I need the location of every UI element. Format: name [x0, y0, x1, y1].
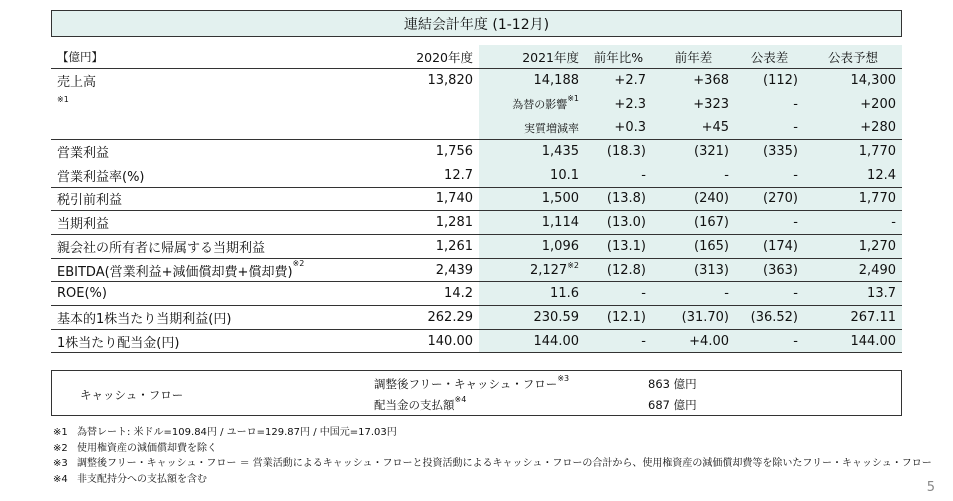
cell-text: +200: [860, 96, 896, 112]
value-forecast: [804, 116, 902, 140]
cell-text: 12.7: [444, 167, 473, 183]
value-fy2020: [373, 235, 479, 259]
header-row: [51, 45, 902, 69]
value-fy2020: [373, 258, 479, 282]
value-forecast-diff: [735, 306, 804, 330]
table-row: [51, 69, 902, 93]
cell-text: 営業利益率(%): [57, 169, 145, 185]
header-unit: 【億円】: [51, 45, 373, 69]
cashflow-label: キャッシュ・フロー: [80, 388, 184, 402]
cell-text: EBITDA(営業利益+減価償却費+償却費): [57, 264, 293, 280]
header-forecast-diff: 公表差: [735, 45, 804, 69]
value-yoy-diff: [652, 282, 735, 306]
cell-text: (13.0): [606, 215, 646, 231]
cashflow-box: [51, 370, 902, 416]
table-row: [51, 116, 902, 140]
value-yoy-percent: [585, 69, 652, 93]
cell-text: -: [891, 215, 896, 231]
header-fy2020: 2020年度: [373, 45, 479, 69]
value-fy2020: [373, 211, 479, 235]
cell-text: 230.59: [533, 309, 579, 325]
cell-text: +323: [693, 96, 729, 112]
value-forecast-diff: [735, 163, 804, 187]
table-row: [51, 258, 902, 282]
header-yoy-diff: 前年差: [652, 45, 735, 69]
value-fy2021: [479, 187, 585, 211]
value-forecast-diff: [735, 258, 804, 282]
value-fy2020: [373, 163, 479, 187]
footnote-text: 使用権資産の減価償却費を除く: [77, 442, 217, 454]
cell-text: (313): [694, 262, 729, 278]
cell-text: 14,188: [533, 73, 579, 89]
cell-text: 1,756: [435, 144, 473, 160]
value-forecast: [804, 329, 902, 353]
table-row: [51, 140, 902, 164]
cell-text: 12.4: [867, 167, 896, 183]
cashflow-item: [374, 376, 894, 392]
cell-text: (13.1): [606, 238, 646, 254]
table-row: [51, 163, 902, 187]
cell-text: -: [793, 167, 798, 183]
value-fy2021: [479, 235, 585, 259]
value-forecast-diff: [735, 211, 804, 235]
value-fy2021: [479, 329, 585, 353]
value-fy2020: [373, 92, 479, 116]
row-label: [51, 69, 373, 93]
row-label: [51, 258, 373, 282]
footnote-mark: ※4: [53, 473, 68, 485]
footnote-ref: ※2: [292, 258, 305, 268]
row-label: [51, 187, 373, 211]
value-forecast: [804, 69, 902, 93]
value-yoy-diff: [652, 92, 735, 116]
value-yoy-percent: [585, 92, 652, 116]
cell-text: 13.7: [867, 286, 896, 302]
cell-text: 売上高: [57, 75, 97, 91]
cell-text: ROE(%): [57, 286, 107, 302]
row-label: [51, 235, 373, 259]
cell-text: 1,770: [858, 191, 896, 207]
footnote-mark: ※1: [53, 427, 68, 438]
footnote: [53, 472, 932, 488]
cashflow-item-note: ※3: [557, 374, 570, 383]
value-yoy-percent: [585, 235, 652, 259]
cell-text: (31.70): [681, 309, 729, 325]
row-label: [51, 282, 373, 306]
row-label: [51, 211, 373, 235]
cell-text: -: [793, 96, 798, 112]
cell-text: (12.8): [606, 262, 646, 278]
value-forecast: [804, 211, 902, 235]
cell-text: 11.6: [550, 286, 579, 302]
footnotes: [53, 425, 932, 487]
header-yoy-percent: 前年比%: [585, 45, 652, 69]
value-yoy-percent: [585, 187, 652, 211]
value-yoy-percent: [585, 140, 652, 164]
value-forecast: [804, 187, 902, 211]
value-fy2021: [479, 306, 585, 330]
cell-text: 140.00: [427, 333, 473, 349]
cashflow-item-value: 863 億円: [648, 377, 697, 391]
cell-text: 144.00: [533, 333, 579, 349]
cell-text: 267.11: [850, 309, 896, 325]
footnote-mark: ※2: [53, 442, 68, 454]
value-fy2021: [479, 163, 585, 187]
value-yoy-diff: [652, 329, 735, 353]
cell-text: -: [793, 215, 798, 231]
row-label: [51, 116, 373, 140]
value-yoy-diff: [652, 258, 735, 282]
cell-text: (12.1): [606, 309, 646, 325]
cell-text: 13,820: [427, 73, 473, 89]
value-yoy-percent: [585, 116, 652, 140]
cell-text: -: [641, 286, 646, 302]
cell-text: +280: [860, 120, 896, 136]
value-forecast-diff: [735, 69, 804, 93]
cell-text: -: [793, 333, 798, 349]
cell-text: -: [641, 167, 646, 183]
value-yoy-percent: [585, 282, 652, 306]
cell-text: 基本的1株当たり当期利益(円): [57, 311, 232, 327]
value-forecast: [804, 306, 902, 330]
table-row: [51, 187, 902, 211]
table-row: [51, 235, 902, 259]
footnote-mark: ※3: [53, 458, 68, 469]
cell-text: +4.00: [689, 333, 729, 349]
cell-text: 1株当たり配当金(円): [57, 335, 180, 351]
value-yoy-diff: [652, 306, 735, 330]
footnote-text: 調整後フリー・キャッシュ・フロー ＝ 営業活動によるキャッシュ・フローと投資活動によるキャッシュ・フローの合計から、使用権資産の減価償却費等を除いたフリー・キャッシュ・フロー: [77, 458, 932, 469]
value-yoy-diff: [652, 211, 735, 235]
cell-text: -: [793, 120, 798, 136]
cell-text: 実質増減率: [524, 121, 579, 135]
cell-text: -: [724, 286, 729, 302]
cell-text: 10.1: [550, 167, 579, 183]
cell-text: (270): [763, 191, 798, 207]
cell-text: (112): [763, 73, 798, 89]
cell-text: +368: [693, 73, 729, 89]
value-fy2021: [479, 258, 585, 282]
table-title: [51, 10, 902, 37]
value-forecast-diff: [735, 282, 804, 306]
cell-text: 14.2: [444, 286, 473, 302]
cell-text: (36.52): [750, 309, 798, 325]
value-fy2021: [479, 282, 585, 306]
footnote: [53, 425, 932, 441]
page-number: 5: [926, 480, 935, 495]
value-yoy-diff: [652, 140, 735, 164]
cell-text: 1,261: [435, 238, 473, 254]
cell-text: 1,435: [541, 144, 579, 160]
value-fy2020: [373, 140, 479, 164]
value-fy2021: [479, 116, 585, 140]
footnote: [53, 456, 932, 472]
cell-text: +0.3: [614, 120, 646, 136]
cell-text: 2,127: [529, 262, 568, 278]
financial-table: [51, 45, 902, 353]
cell-text: 当期利益: [57, 217, 110, 233]
value-yoy-diff: [652, 187, 735, 211]
row-label: [51, 329, 373, 353]
cell-text: 1,281: [435, 215, 473, 231]
footnote-ref: ※1: [57, 94, 69, 104]
cell-text: (13.8): [606, 191, 646, 207]
value-forecast: [804, 258, 902, 282]
cell-text: 営業利益: [57, 146, 110, 162]
cashflow-item-value: 687 億円: [648, 398, 697, 412]
cell-text: (174): [763, 238, 798, 254]
value-fy2021: [479, 211, 585, 235]
cell-text: (167): [694, 215, 729, 231]
cell-text: +2.7: [614, 73, 646, 89]
table-row: [51, 211, 902, 235]
value-yoy-diff: [652, 116, 735, 140]
value-forecast: [804, 163, 902, 187]
cell-text: -: [724, 167, 729, 183]
value-fy2020: [373, 282, 479, 306]
value-yoy-percent: [585, 163, 652, 187]
row-label: [51, 306, 373, 330]
cell-text: 262.29: [427, 309, 473, 325]
table-body: [51, 69, 902, 353]
cashflow-item-note: ※4: [454, 395, 467, 404]
cell-text: (240): [694, 191, 729, 207]
cell-text: (165): [694, 238, 729, 254]
footnote-text: 非支配持分への支払額を含む: [77, 473, 207, 485]
row-label: [51, 92, 373, 116]
value-forecast: [804, 92, 902, 116]
table-row: [51, 92, 902, 116]
row-label: [51, 140, 373, 164]
value-forecast: [804, 140, 902, 164]
row-label: [51, 163, 373, 187]
value-yoy-percent: [585, 306, 652, 330]
value-yoy-diff: [652, 69, 735, 93]
footnote: [53, 441, 932, 457]
cell-text: (18.3): [606, 144, 646, 160]
value-forecast-diff: [735, 329, 804, 353]
cell-text: 1,500: [541, 191, 579, 207]
cell-text: (321): [694, 144, 729, 160]
table-row: [51, 329, 902, 353]
table-title-text: 連結会計年度 (1-12月): [403, 16, 550, 33]
cashflow-item: [374, 397, 894, 413]
cashflow-item-label: 配当金の支払額: [374, 398, 455, 412]
cell-text: 1,270: [858, 238, 896, 254]
value-fy2021: [479, 140, 585, 164]
table-row: [51, 282, 902, 306]
value-yoy-diff: [652, 163, 735, 187]
value-forecast-diff: [735, 235, 804, 259]
cell-text: 1,114: [541, 215, 579, 231]
value-fy2020: [373, 116, 479, 140]
cell-text: 為替の影響: [512, 98, 568, 112]
cell-text: 14,300: [850, 73, 896, 89]
cell-text: 1,770: [858, 144, 896, 160]
value-fy2020: [373, 69, 479, 93]
footnote-ref: ※1: [567, 94, 579, 104]
value-forecast-diff: [735, 140, 804, 164]
value-forecast-diff: [735, 116, 804, 140]
header-fy2021: 2021年度: [479, 45, 585, 69]
value-yoy-percent: [585, 329, 652, 353]
cell-text: -: [641, 333, 646, 349]
cell-text: +2.3: [614, 96, 646, 112]
cell-text: 1,096: [541, 238, 579, 254]
value-yoy-diff: [652, 235, 735, 259]
cashflow-item-label: 調整後フリー・キャッシュ・フロー: [374, 377, 558, 391]
value-fy2021: [479, 69, 585, 93]
value-yoy-percent: [585, 211, 652, 235]
value-forecast: [804, 282, 902, 306]
value-forecast-diff: [735, 187, 804, 211]
value-fy2020: [373, 306, 479, 330]
footnote-text: 為替レート: 米ドル=109.84円 / ユーロ=129.87円 / 中国元=17.03円: [77, 427, 397, 438]
value-forecast-diff: [735, 92, 804, 116]
cell-text: 親会社の所有者に帰属する当期利益: [57, 240, 266, 256]
cell-text: 2,439: [435, 262, 473, 278]
cell-text: 税引前利益: [57, 193, 123, 209]
value-forecast: [804, 235, 902, 259]
value-fy2020: [373, 187, 479, 211]
cell-text: (335): [763, 144, 798, 160]
value-fy2021: [479, 92, 585, 116]
cell-text: +45: [701, 120, 729, 136]
table-row: [51, 306, 902, 330]
cell-text: -: [793, 286, 798, 302]
footnote-ref: ※2: [567, 260, 579, 270]
header-forecast: 公表予想: [804, 45, 902, 69]
cell-text: 1,740: [435, 191, 473, 207]
cell-text: 2,490: [858, 262, 896, 278]
value-yoy-percent: [585, 258, 652, 282]
cell-text: 144.00: [850, 333, 896, 349]
value-fy2020: [373, 329, 479, 353]
cell-text: (363): [763, 262, 798, 278]
